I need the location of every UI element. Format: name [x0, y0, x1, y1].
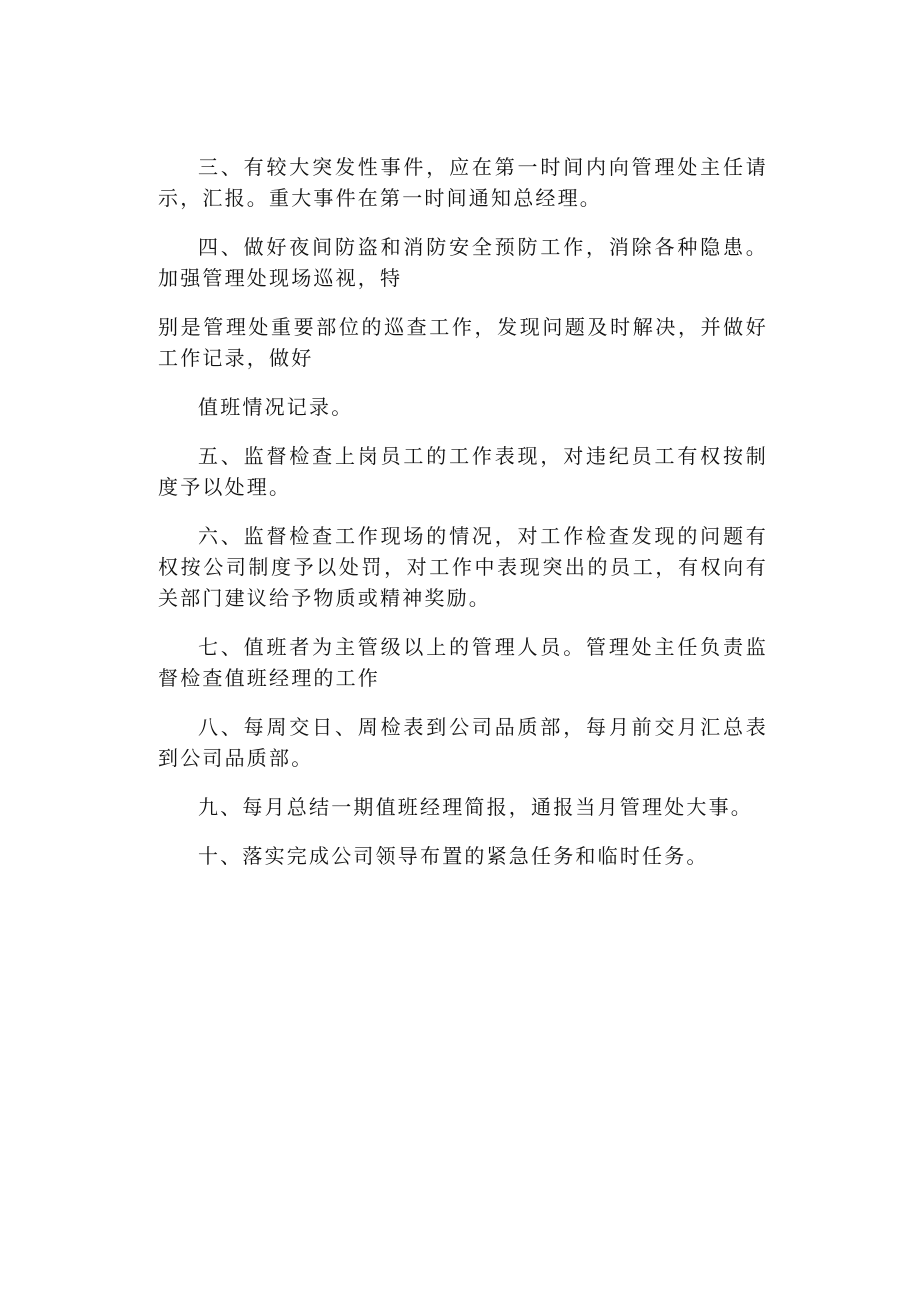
paragraph-7: 七、值班者为主管级以上的管理人员。管理处主任负责监督检查值班经理的工作 [158, 635, 768, 690]
paragraph-6: 六、监督检查工作现场的情况，对工作检查发现的问题有权按公司制度予以处罚，对工作中表现突出的员工，有权向有关部门建议给予物质或精神奖励。 [158, 524, 768, 610]
paragraph-4-continued: 别是管理处重要部位的巡查工作，发现问题及时解决，并做好工作记录，做好 [158, 315, 768, 370]
paragraph-9: 九、每月总结一期值班经理简报，通报当月管理处大事。 [198, 795, 753, 819]
document-body [158, 152, 768, 872]
paragraph-5: 五、监督检查上岗员工的工作表现，对违纪员工有权按制度予以处理。 [158, 444, 768, 499]
paragraph-4: 四、做好夜间防盗和消防安全预防工作，消除各种隐患。加强管理处现场巡视，特 [158, 235, 768, 290]
paragraph-4-end: 值班情况记录。 [198, 395, 354, 419]
paragraph-3: 三、有较大突发性事件，应在第一时间内向管理处主任请示，汇报。重大事件在第一时间通知总经理。 [158, 155, 768, 210]
paragraph-10: 十、落实完成公司领导布置的紧急任务和临时任务。 [198, 844, 709, 868]
paragraph-8: 八、每周交日、周检表到公司品质部，每月前交月汇总表到公司品质部。 [158, 715, 768, 770]
